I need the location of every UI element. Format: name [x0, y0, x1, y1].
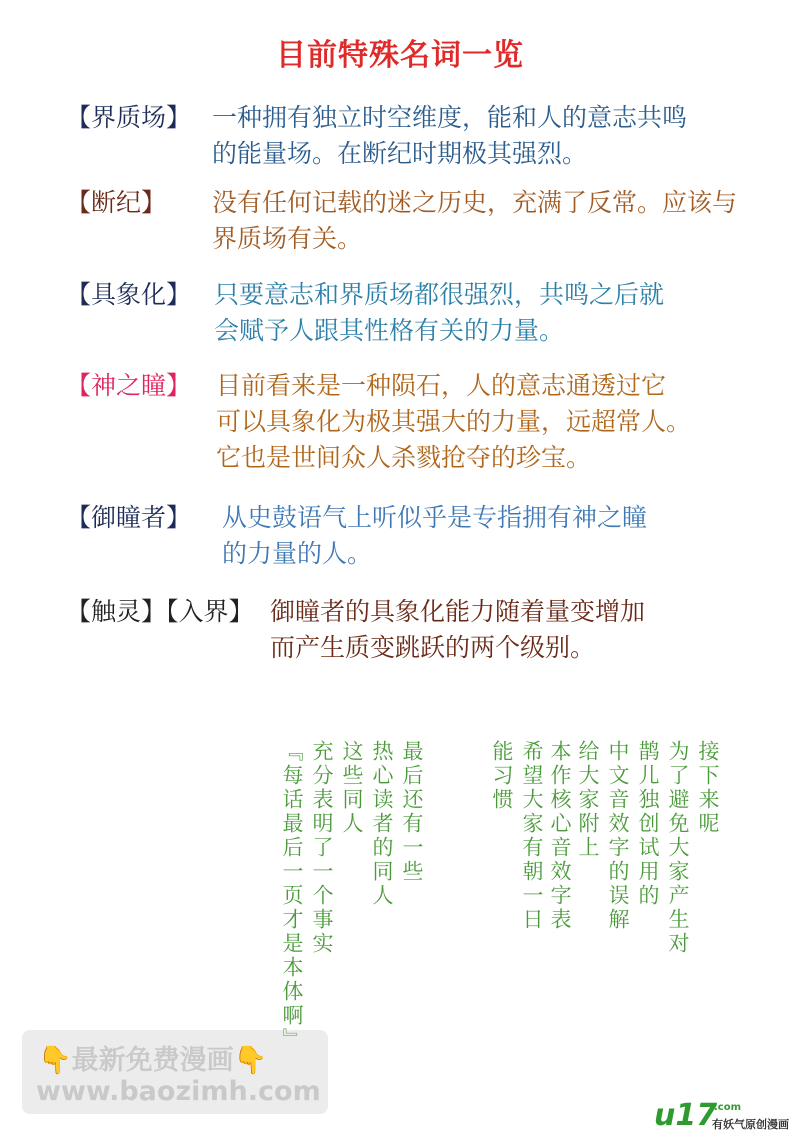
term-label: 【具象化】: [66, 280, 192, 309]
description-line: 而产生质变跳跃的两个级别。: [270, 633, 596, 662]
watermark-overlay: [22, 1030, 328, 1114]
note-column: 为了避免大家产生对: [666, 740, 690, 956]
note-column: 本作核心音效字表: [548, 740, 572, 932]
description-line: 目前看来是一种陨石，人的意志通透过它: [216, 371, 667, 400]
term-label: 【神之瞳】: [66, 371, 192, 400]
note-column: 充分表明了一个事实: [310, 740, 334, 956]
pointing-down-hand-icon: 👇: [38, 1045, 72, 1076]
description-line: 的力量的人。: [222, 539, 373, 568]
term-description: [216, 368, 691, 476]
term-label: 【界质场】: [66, 103, 192, 132]
description-line: 界质场有关。: [212, 224, 363, 253]
note-column: 这些同人: [340, 740, 364, 836]
note-column: 鹊儿独创试用的: [636, 740, 660, 908]
watermark-url: www.baozimh.com: [36, 1076, 321, 1107]
logo-domain: .com: [714, 1102, 742, 1113]
term-description: [270, 594, 645, 666]
description-line: 可以具象化为极其强大的力量，远超常人。: [216, 407, 692, 436]
description-line: 一种拥有独立时空维度，能和人的意志共鸣: [212, 103, 688, 132]
term-description: [222, 500, 647, 572]
page-title: 目前特殊名词一览: [276, 38, 524, 73]
description-line: 会赋予人跟其性格有关的力量。: [214, 316, 565, 345]
note-column: 热心读者的同人: [370, 740, 394, 908]
term-label: 【断纪】: [66, 188, 167, 217]
term-description: [214, 277, 664, 349]
description-line: 从史鼓语气上听似乎是专指拥有神之瞳: [222, 503, 648, 532]
watermark-text: 最新免费漫画: [71, 1045, 234, 1076]
description-line: 御瞳者的具象化能力随着量变增加: [270, 597, 646, 626]
logo-tagline: 有妖气原创漫画: [712, 1118, 789, 1131]
term-label: 【御瞳者】: [66, 503, 192, 532]
watermark-line-1: [38, 1038, 267, 1077]
note-column: 最后还有一些: [400, 740, 424, 884]
term-label: 【触灵】【入界】: [66, 597, 254, 626]
note-column: 中文音效字的误解: [606, 740, 630, 932]
logo-main-text: u17: [654, 1098, 718, 1133]
description-line: 的能量场。在断纪时期极其强烈。: [212, 139, 588, 168]
term-description: [212, 100, 687, 172]
note-column: 希望大家有朝一日: [520, 740, 544, 932]
note-column: 接下来呢: [696, 740, 720, 836]
description-line: 没有任何记载的迷之历史，充满了反常。应该与: [212, 188, 738, 217]
note-column: 给大家附上: [576, 740, 600, 860]
pointing-down-hand-icon: 👇: [233, 1045, 268, 1076]
note-column: 能习惯: [490, 740, 514, 812]
description-line: 它也是世间众人杀戮抢夺的珍宝。: [216, 443, 592, 472]
u17-logo: [654, 1098, 796, 1134]
note-column: 『每话最后一页才是本体啊』: [280, 740, 304, 1052]
description-line: 只要意志和界质场都很强烈，共鸣之后就: [214, 280, 665, 309]
term-description: [212, 185, 737, 257]
